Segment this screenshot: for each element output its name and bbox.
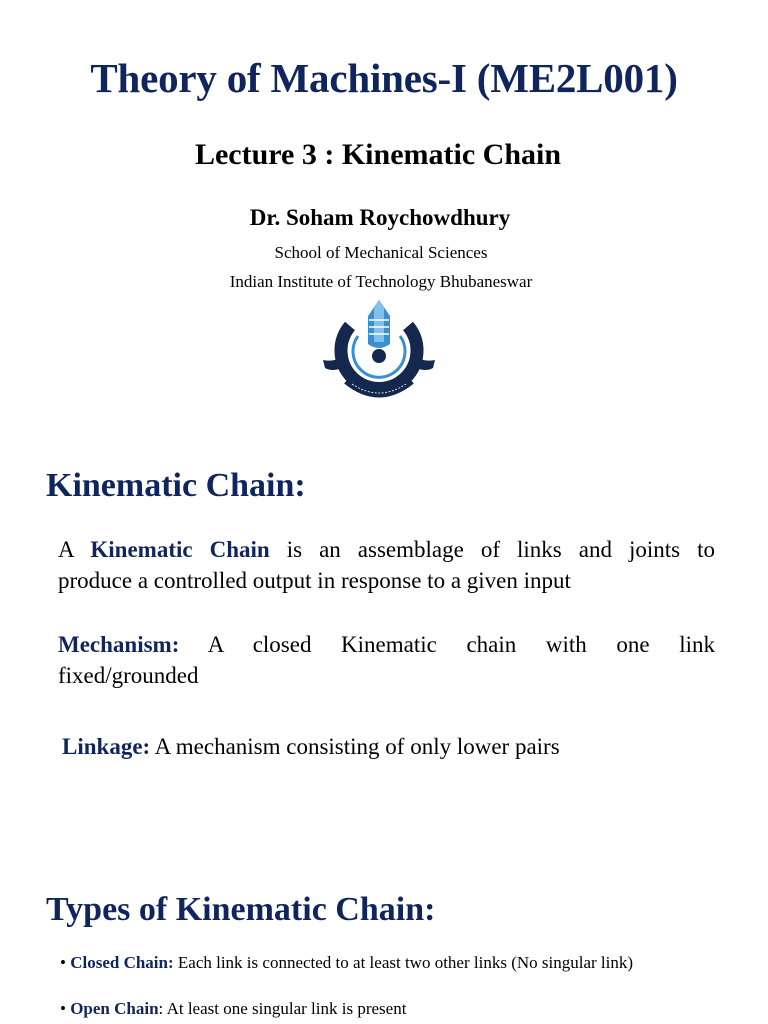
institute-name: Indian Institute of Technology Bhubaneswar	[229, 272, 533, 291]
linkage-text: A mechanism consisting of only lower pairs	[154, 734, 560, 759]
linkage-term: Linkage:	[62, 734, 151, 759]
mechanism-term: Mechanism:	[58, 632, 180, 657]
definition-prefix: A	[58, 537, 74, 562]
definition-line-1	[58, 534, 715, 565]
definition-term: Kinematic Chain	[90, 537, 270, 562]
author-name: Dr. Soham Roychowdhury	[249, 205, 511, 230]
page-title: Theory of Machines-I (ME2L001)	[90, 55, 678, 101]
linkage-definition	[62, 731, 719, 762]
open-chain-text: : At least one singular link is present	[158, 999, 407, 1018]
closed-chain-text: Each link is connected to at least two other links (No singular link)	[173, 953, 634, 972]
mechanism-line-2: fixed/grounded	[58, 663, 199, 688]
iit-bhubaneswar-emblem-icon	[320, 298, 438, 406]
mechanism-line-1	[58, 629, 715, 660]
definition-text: is an assemblage of links and joints to	[286, 537, 716, 562]
closed-chain-term: Closed Chain:	[70, 953, 174, 972]
bullet-marker: •	[60, 953, 66, 972]
lecture-title: Lecture 3 : Kinematic Chain	[194, 138, 562, 171]
open-chain-term: Open Chain	[70, 999, 159, 1018]
school-name: School of Mechanical Sciences	[274, 243, 488, 262]
list-item-open-chain	[60, 999, 406, 1019]
institute-logo	[320, 298, 438, 406]
bullet-marker: •	[60, 999, 66, 1018]
list-item-closed-chain	[60, 953, 633, 973]
definition-line-2: produce a controlled output in response to a given input	[58, 568, 571, 593]
mechanism-text: A closed Kinematic chain with one link	[207, 632, 715, 657]
section-heading-kinematic-chain: Kinematic Chain:	[46, 467, 306, 504]
section-heading-types: Types of Kinematic Chain:	[46, 891, 436, 928]
